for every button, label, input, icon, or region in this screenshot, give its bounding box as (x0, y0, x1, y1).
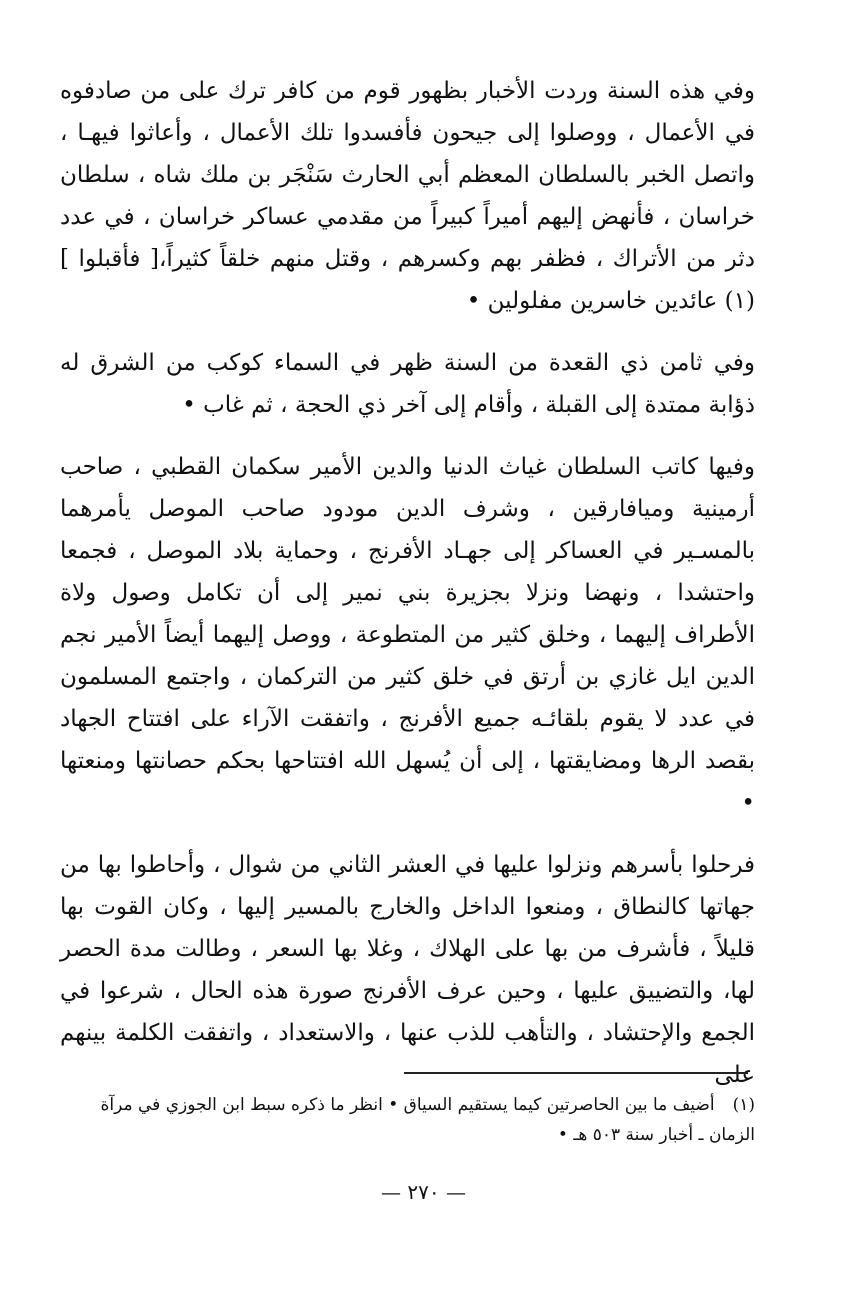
paragraph-4: فرحلوا بأسرهم ونزلوا عليها في العشر الثاني من شوال ، وأحاطوا بها من جهاتها كالنطاق ، ومنعوا الداخل والخارج بالمسير إليها ، وكان القوت بها قليلاً ، فأشرف من بها على الهلاك ، وغلا بها السعر ، وطالت مدة الحصر لها، والتضييق عليها ، وحين عرف الأفرنج صورة هذه الحال ، شرعوا في الجمع والإحتشاد ، والتأهب للذب عنها ، والاستعداد ، واتفقت الكلمة بينهم على (60, 852, 755, 1088)
main-text (60, 70, 755, 1096)
page-number: — ٢٧٠ — (381, 1180, 466, 1204)
paragraph-1: وفي هذه السنة وردت الأخبار بظهور قوم من كافر ترك على من صادفوه في الأعمال ، ووصلوا إلى جيحون فأفسدوا تلك الأعمال ، وأعاثوا فيهـا ، واتصل الخبر بالسلطان المعظم أبي الحارث سَنْجَر بن ملك شاه ، سلطان خراسان ، فأنهض إليهم أميراً كبيراً من مقدمي عساكر خراسان ، في عدد دثر من الأتراك ، فظفر بهم وكسرهم ، وقتل منهم خلقاً كثيراً،[ فأقبلوا ](١) عائدين خاسرين مفلولين • (60, 78, 755, 314)
footnote (60, 1090, 755, 1150)
footnote-number: (١) (732, 1095, 755, 1115)
footnote-text: أضيف ما بين الحاصرتين كيما يستقيم السياق • انظر ما ذكره سبط ابن الجوزي في مرآة الزمان ـ أخبار سنة ٥٠٣ هـ • (100, 1095, 755, 1145)
footnote-divider (404, 1072, 748, 1074)
paragraph-2: وفي ثامن ذي القعدة من السنة ظهر في السماء كوكب من الشرق له ذؤابة ممتدة إلى القبلة ، وأقام إلى آخر ذي الحجة ، ثم غاب • (60, 350, 755, 418)
paragraph-3: وفيها كاتب السلطان غياث الدنيا والدين الأمير سكمان القطبي ، صاحب أرمينية وميافارقين ، وشرف الدين مودود صاحب الموصل يأمرهما بالمسـير في العساكر إلى جهـاد الأفرنج ، وحماية بلاد الموصل ، فجمعا واحتشدا ، ونهضا ونزلا بجزيرة بني نمير إلى أن تكامل وصول ولاة الأطراف إليهما ، وخلق كثير من المتطوعة ، ووصل إليهما أيضاً الأمير نجم الدين ايل غازي بن أرتق في خلق كثير من التركمان ، واجتمع المسلمون في عدد لا يقوم بلقائـه جميع الأفرنج ، واتفقت الآراء على افتتاح الجهاد بقصد الرها ومضايقتها ، إلى أن يُسهل الله افتتاحها بحكم حصانتها ومنعتها • (60, 454, 755, 816)
